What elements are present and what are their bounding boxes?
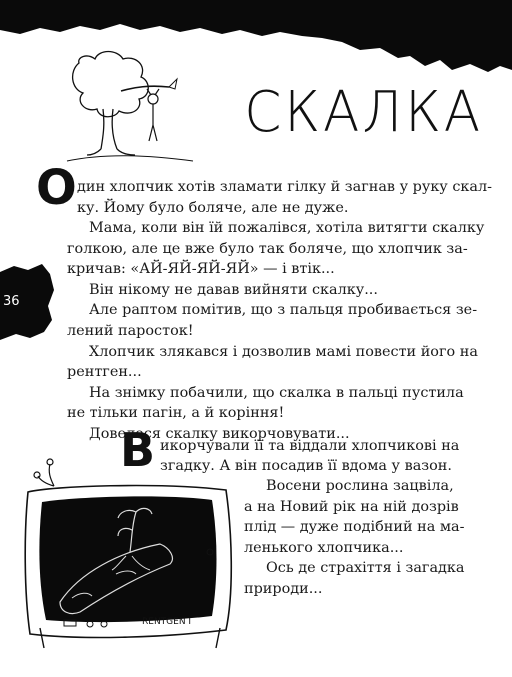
drop-cap-v: В: [120, 423, 156, 477]
text-line: лений паросток!: [67, 322, 194, 339]
text-line: икорчували її та віддали хлопчикові на: [160, 438, 460, 454]
text-line: Хлопчик злякався і дозволив мамі повести його на: [89, 343, 478, 360]
text-line: плід — дуже подібний на ма-: [244, 519, 465, 536]
text-line: дин хлопчик хотів зламати гілку й загнав у руку скал-: [77, 179, 492, 195]
tree-illustration: [65, 45, 195, 163]
text-line: згадку. А він посадив її вдома у вазон.: [160, 458, 452, 474]
text-line: голкою, але це вже було так боляче, що хлопчик за-: [67, 240, 468, 257]
text-line: а на Новий рік на ній дозрів: [244, 498, 459, 515]
text-line: кричав: «АЙ-ЯЙ-ЯЙ-ЯЙ» — і втік...: [67, 261, 335, 278]
text-line: Мама, коли він їй пожалівся, хотіла витягти скалку: [89, 220, 485, 236]
tv-xray-illustration: [20, 452, 248, 652]
story-text-block-1: [77, 177, 492, 198]
page-number: 36: [3, 294, 20, 309]
text-line: ленького хлопчика...: [244, 539, 404, 556]
drop-cap-o: О: [36, 160, 77, 216]
story-text-block-4: [244, 476, 465, 600]
text-line: Ось де страхіття і загадка: [266, 560, 465, 577]
tv-label: RENTGEN I: [142, 617, 192, 627]
text-line: Він нікому не давав вийняти скалку...: [89, 281, 378, 298]
text-line: природи...: [244, 580, 323, 597]
text-line: Восени рослина зацвіла,: [266, 478, 454, 494]
text-line: не тільки пагін, а й коріння!: [67, 405, 285, 422]
text-line: рентген...: [67, 364, 142, 381]
text-line: На знімку побачили, що скалка в пальці пустила: [89, 384, 464, 401]
text-line: ку. Йому було боляче, але не дуже.: [77, 200, 349, 216]
story-text-block-1b: [77, 198, 445, 219]
text-line: Але раптом помітив, що з пальця пробивається зе-: [89, 302, 478, 319]
story-text-block-2: [67, 218, 485, 445]
text-line: Довелося скалку викорчовувати...: [89, 425, 350, 442]
page-title: СКАЛКА: [244, 80, 484, 145]
